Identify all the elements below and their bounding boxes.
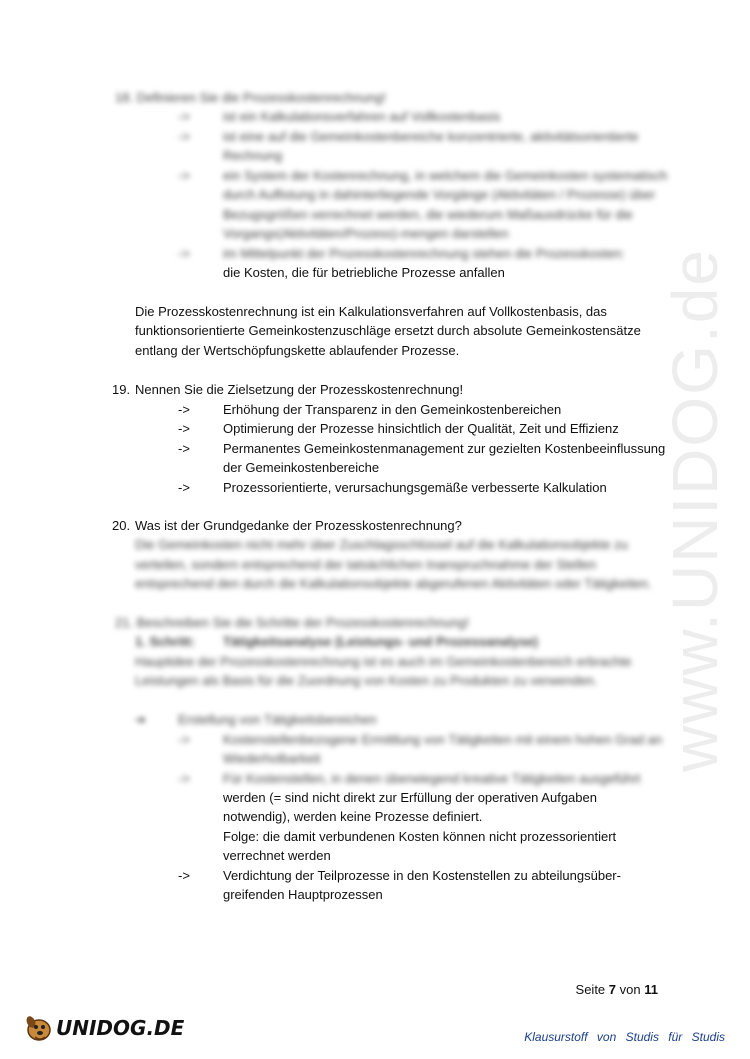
q19-item-4: Prozessorientierte, verursachungsgemäße verbesserte Kalkulation xyxy=(223,480,607,495)
q19-item-2: Optimierung der Prozesse hinsichtlich der Qualität, Zeit und Effizienz xyxy=(223,421,619,436)
arrow-icon: -> xyxy=(178,732,190,747)
arrow-icon: -> xyxy=(178,868,190,883)
q20-answer-line: Die Gemeinkosten nicht mehr über Zuschlagsschlüssel auf die Kalkulationsobjekte zu xyxy=(135,537,628,552)
dog-mascot-icon xyxy=(22,1010,58,1046)
q21-item-3-cont: greifenden Hauptprozessen xyxy=(223,887,383,902)
q21-item-2-cont: werden (= sind nicht direkt zur Erfüllung der operativen Aufgaben xyxy=(223,790,597,805)
q18-summary-line: funktionsorientierte Gemeinkostenzuschläge ersetzt durch absolute Gemeinkostensätze xyxy=(135,323,641,338)
q21-item-2-cont: notwendig), werden keine Prozesse definiert. xyxy=(223,809,483,824)
q18-item-3-cont: Bezugsgrößen verrechnet werden, die wiederum Maßausdrücke für die xyxy=(223,207,633,222)
arrow-icon: -> xyxy=(178,246,190,261)
arrow-icon: -> xyxy=(178,109,190,124)
page-total: 11 xyxy=(644,982,658,997)
q21-item-1-cont: Wiederholbarkeit xyxy=(223,751,321,766)
q18-item-3-cont: Vorgangs(Aktivitäten/Prozess)-mengen darstellen xyxy=(223,226,509,241)
q21-item-2-cont: Folge: die damit verbundenen Kosten können nicht prozessorientiert xyxy=(223,829,617,844)
q20-answer-line: entsprechend den durch die Kalkulationsobjekte abgerufenen Aktivitäten oder Tätigkeiten. xyxy=(135,576,652,591)
page-current: 7 xyxy=(608,982,617,997)
page-prefix: Seite xyxy=(575,982,606,997)
logo-text: UNIDOG.DE xyxy=(56,1016,185,1040)
q18-item-2-cont: Rechnung xyxy=(223,148,283,163)
unidog-logo xyxy=(22,1010,185,1046)
q21-bullet: Erstellung von Tätigkeitsbereichen xyxy=(178,712,377,727)
page-number xyxy=(576,982,658,997)
arrow-icon: -> xyxy=(178,168,190,183)
q21-step-title: Tätigkeitsanalyse (Leistungs- und Prozessanalyse) xyxy=(223,634,538,649)
q19-item-3-cont: der Gemeinkostenbereiche xyxy=(223,460,380,475)
arrow-icon: -> xyxy=(178,421,190,436)
q18-item-1: ist ein Kalkulationsverfahren auf Vollkostenbasis xyxy=(223,109,501,124)
q19-number: 19. xyxy=(112,382,131,397)
q21-item-3: Verdichtung der Teilprozesse in den Kostenstellen zu abteilungsüber- xyxy=(223,868,621,883)
bold-arrow-icon: ➔ xyxy=(135,712,146,727)
q21-step-label: 1. Schritt: xyxy=(135,634,195,649)
q21-item-1: Kostenstellenbezogene Ermittlung von Tätigkeiten mit einem hohen Grad an xyxy=(223,732,663,747)
q18-heading: 18. Definieren Sie die Prozesskostenrechnung! xyxy=(115,90,386,105)
tagline: Klausurstoff von Studis für Studis xyxy=(524,1030,725,1044)
q21-intro-line: Hauptidee der Prozesskostenrechnung ist es auch im Gemeinkostenbereich erbrachte xyxy=(135,654,632,669)
q21-heading: 21. Beschreiben Sie die Schritte der Prozesskostenrechnung! xyxy=(115,615,470,630)
page-separator: von xyxy=(619,982,641,997)
q19-heading: Nennen Sie die Zielsetzung der Prozesskostenrechnung! xyxy=(135,382,464,397)
q21-item-2: Für Kostenstellen, in denen überwiegend kreative Tätigkeiten ausgeführt xyxy=(223,771,641,786)
arrow-icon: -> xyxy=(178,402,190,417)
watermark: www.UNIDOG.de xyxy=(659,248,731,772)
arrow-icon: -> xyxy=(178,441,190,456)
q18-item-4-cont: die Kosten, die für betriebliche Prozesse anfallen xyxy=(223,265,505,280)
q18-item-4: im Mittelpunkt der Prozesskostenrechnung stehen die Prozesskosten: xyxy=(223,246,625,261)
q19-item-3: Permanentes Gemeinkostenmanagement zur gezielten Kostenbeeinflussung xyxy=(223,441,666,456)
q18-item-3: ein System der Kostenrechnung, in welchem die Gemeinkosten systematisch xyxy=(223,168,668,183)
q20-answer-line: verteilen, sondern entsprechend der tatsächlichen Inanspruchnahme der Stellen xyxy=(135,557,597,572)
q21-item-2-cont: verrechnet werden xyxy=(223,848,331,863)
arrow-icon: -> xyxy=(178,771,190,786)
q18-item-2: ist eine auf die Gemeinkostenbereiche konzentrierte, aktivitätsorientierte xyxy=(223,129,639,144)
arrow-icon: -> xyxy=(178,480,190,495)
q18-item-3-cont: durch Auflistung in dahinterliegende Vorgänge (Aktivitäten / Prozesse) über xyxy=(223,187,656,202)
q19-item-1: Erhöhung der Transparenz in den Gemeinkostenbereichen xyxy=(223,402,562,417)
q18-summary-line: entlang der Wertschöpfungskette ablaufender Prozesse. xyxy=(135,343,460,358)
arrow-icon: -> xyxy=(178,129,190,144)
q21-intro-line: Leistungen als Basis für die Zuordnung von Kosten zu Produkten zu verwenden. xyxy=(135,673,598,688)
q18-summary-line: Die Prozesskostenrechnung ist ein Kalkulationsverfahren auf Vollkostenbasis, das xyxy=(135,304,607,319)
q20-heading: Was ist der Grundgedanke der Prozesskostenrechnung? xyxy=(135,518,462,533)
q20-number: 20. xyxy=(112,518,131,533)
